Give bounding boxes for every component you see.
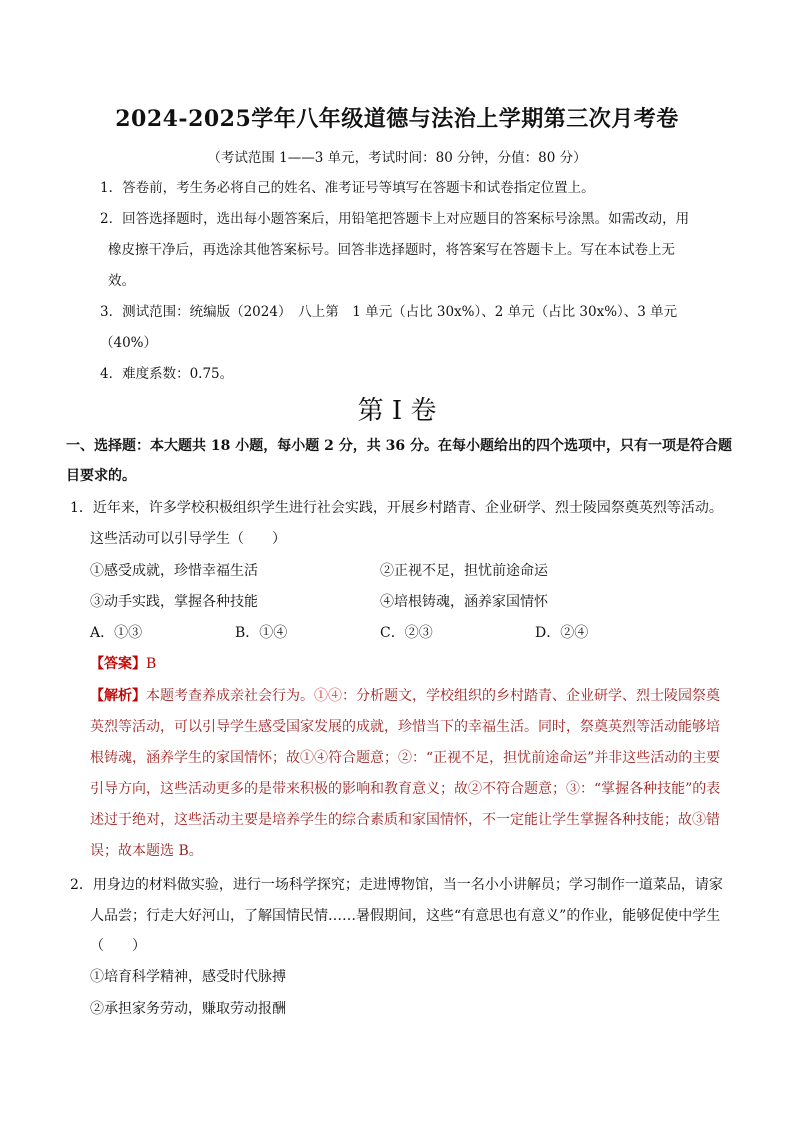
answer-value: B (146, 656, 157, 672)
q1-choice-a: A．①③ (90, 625, 143, 641)
q1-statement-1: ①感受成就，珍惜幸福生活 (90, 563, 258, 579)
q2-stem: 2．用身边的材料做实验，进行一场科学探究；走进博物馆，当一名小小讲解员；学习制作一道菜品，请家 (70, 877, 723, 893)
explanation-text-b: ：分析题文，学校组织的乡村踏青、企业研学、烈士陵园祭奠 (342, 688, 720, 704)
q1-statement-4: ④培根铸魂，涵养家国情怀 (380, 594, 548, 610)
note-3-cont: （40%） (100, 335, 158, 351)
q1-answer (90, 653, 156, 673)
q1-choice-c: C．②③ (380, 625, 433, 641)
q1-statement-3: ③动手实践，掌握各种技能 (90, 594, 258, 610)
q2-stem-cont: 人品尝；行走大好河山，了解国情民情……暑假期间，这些“有意思也有意义”的作业，能够促使中学生 (90, 908, 721, 924)
q1-stem-cont: 这些活动可以引导学生（ ） (90, 531, 286, 547)
note-3: 3．测试范围：统编版（2024） 八上第 1 单元（占比 30x%）、2 单元（占比 30x%）、3 单元 (100, 304, 678, 320)
q1-statement-2: ②正视不足，担忧前途命运 (380, 563, 548, 579)
note-2-cont-2: 效。 (108, 273, 135, 289)
q1-explanation-line-5: 述过于绝对，这些活动主要是培养学生的综合素质和家国情怀，不一定能让学生掌握各种技能；故③错 (90, 812, 720, 828)
note-4: 4．难度系数：0.75。 (100, 366, 234, 382)
q2-stem-paren: （ ） (90, 938, 146, 954)
exam-subtitle: （考试范围 1——3 单元，考试时间：80 分钟，分值：80 分） (207, 150, 587, 166)
explanation-highlight: ①④ (314, 688, 342, 704)
q1-explanation (90, 685, 720, 705)
answer-tag: 【答案】 (90, 656, 146, 672)
explanation-tag: 【解析】 (90, 688, 146, 704)
section-title: 第 I 卷 (357, 396, 437, 426)
q2-statement-2: ②承担家务劳动，赚取劳动报酬 (90, 1001, 286, 1017)
q1-choice-b: B．①④ (235, 625, 288, 641)
section-instruction: 一、选择题：本大题共 18 小题，每小题 2 分，共 36 分。在每小题给出的四个选项中，只有一项是符合题 (66, 438, 732, 454)
q1-explanation-line-6: 误；故本题选 B。 (90, 843, 203, 859)
note-2: 2．回答选择题时，选出每小题答案后，用铅笔把答题卡上对应题目的答案标号涂黑。如需改动，用 (100, 211, 690, 227)
explanation-text-a: 本题考查养成亲社会行为。 (146, 688, 314, 704)
q1-explanation-line-4: 引导方向，这些活动更多的是带来积极的影响和教育意义；故②不符合题意；③：“掌握各种技能”的表 (90, 781, 721, 797)
q1-explanation-line-3: 根铸魂，涵养学生的家国情怀；故①④符合题意；②：“正视不足，担忧前途命运”并非这些活动的主要 (90, 750, 721, 766)
q2-statement-1: ①培育科学精神，感受时代脉搏 (90, 969, 286, 985)
exam-title: 2024-2025学年八年级道德与法治上学期第三次月考卷 (115, 106, 679, 132)
q1-explanation-line-2: 英烈等活动，可以引导学生感受国家发展的成就，珍惜当下的幸福生活。同时，祭奠英烈等活动能够培 (90, 719, 720, 735)
section-instruction-cont: 目要求的。 (66, 468, 136, 484)
q1-choice-d: D．②④ (535, 625, 589, 641)
note-1: 1．答卷前，考生务必将自己的姓名、准考证号等填写在答题卡和试卷指定位置上。 (100, 180, 595, 196)
q1-stem: 1．近年来，许多学校积极组织学生进行社会实践，开展乡村踏青、企业研学、烈士陵园祭奠英烈等活动。 (70, 500, 723, 516)
note-2-cont: 橡皮擦干净后，再选涂其他答案标号。回答非选择题时，将答案写在答题卡上。写在本试卷上无 (108, 242, 675, 258)
